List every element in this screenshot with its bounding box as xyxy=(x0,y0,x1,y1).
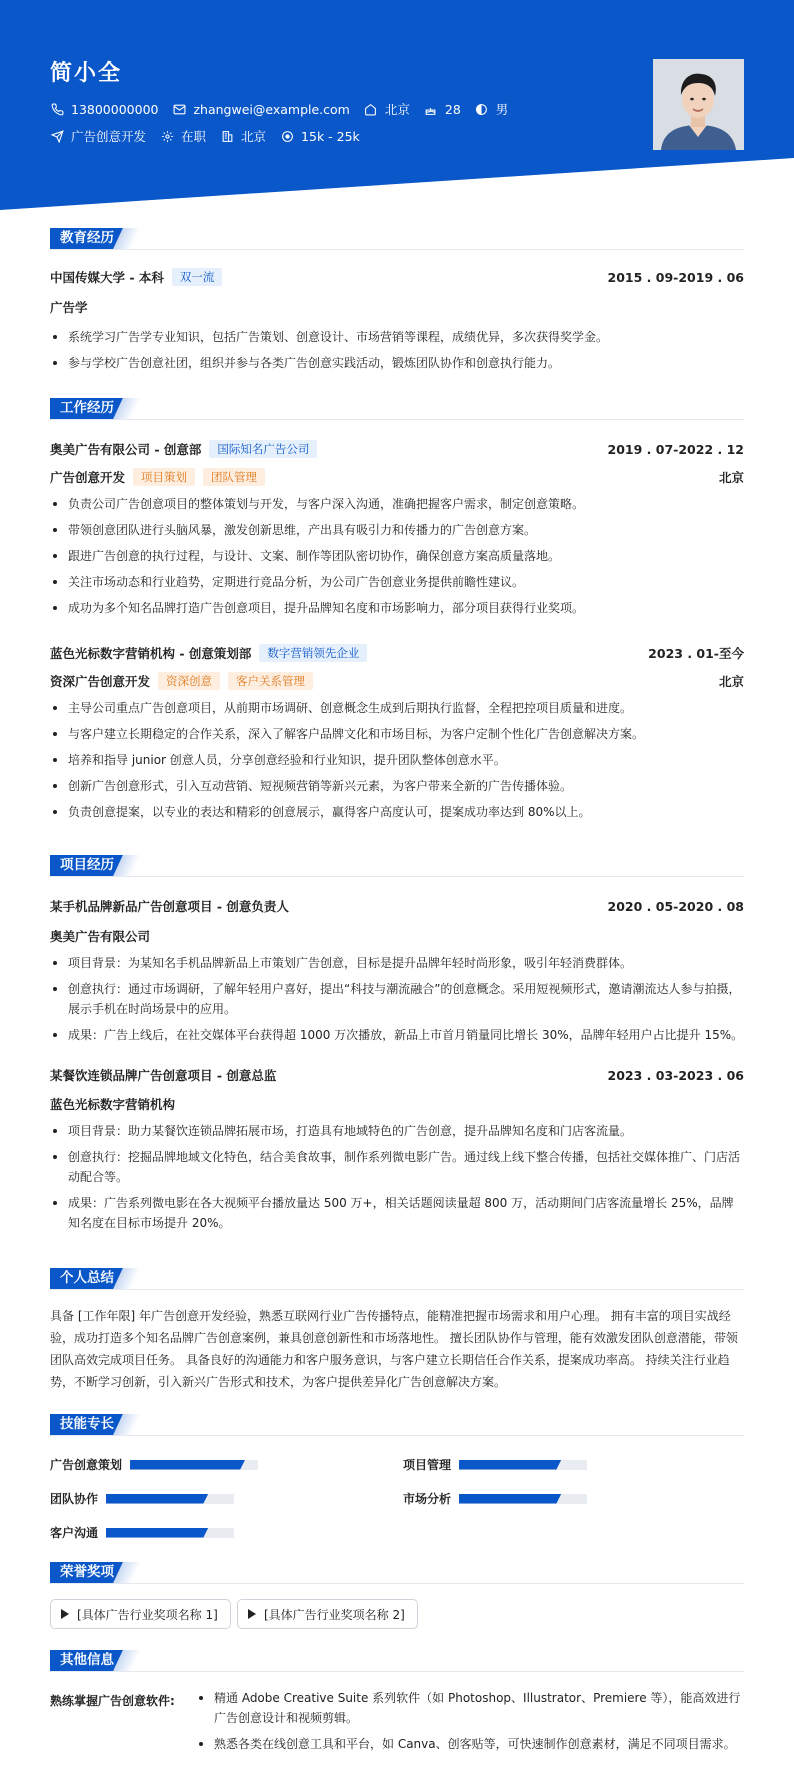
education-date: 2015 . 09-2019 . 06 xyxy=(607,269,744,285)
summary-section xyxy=(50,1268,744,1398)
list-item: 熟悉各类在线创意工具和平台，如 Canva、创客贴等，可快速制作创意素材，满足不同项目需求。 xyxy=(196,1734,744,1754)
project-1-date: 2020 . 05-2020 . 08 xyxy=(607,898,744,914)
other-section xyxy=(50,1650,744,1775)
list-item: 创意执行：挖掘品牌地域文化特色，结合美食故事，制作系列微电影广告。通过线上线下整合传播，包括社交媒体推广、门店活动配合等。 xyxy=(50,1147,744,1187)
projects-title xyxy=(50,855,744,877)
skill-name: 团队协作 xyxy=(50,1492,99,1506)
project-1-org-row xyxy=(50,927,744,945)
list-item: 项目背景：助力某餐饮连锁品牌拓展市场，打造具有地域特色的广告创意，提升品牌知名度和门店客流量。 xyxy=(50,1121,744,1141)
target-city-text: 北京 xyxy=(241,129,267,144)
project-1-org: 奥美广告有限公司 xyxy=(50,929,151,944)
skill-bar-fill xyxy=(459,1460,561,1470)
school-name: 中国传媒大学 - 本科 xyxy=(50,270,164,285)
list-item: 跟进广告创意的执行过程，与设计、文案、制作等团队密切协作，确保创意方案高质量落地。 xyxy=(50,546,744,566)
building-icon xyxy=(220,129,234,143)
age-item xyxy=(424,102,461,117)
play-icon xyxy=(61,1609,69,1619)
list-item: 与客户建立长期稳定的合作关系，深入了解客户品牌文化和市场目标，为客户定制个性化广告创意解决方案。 xyxy=(50,724,744,744)
work-2-tag-2: 客户关系管理 xyxy=(228,672,313,690)
skill-bar-fill xyxy=(130,1460,245,1470)
skills-title-text: 技能专长 xyxy=(50,1414,124,1435)
education-section xyxy=(50,228,744,378)
skill-item xyxy=(403,1490,587,1507)
project-2-org-row xyxy=(50,1095,744,1113)
work-2-role: 资深广告创意开发 xyxy=(50,674,151,689)
other-label: 熟练掌握广告创意软件: xyxy=(50,1694,175,1708)
education-title xyxy=(50,228,744,250)
gender-item xyxy=(475,100,509,118)
profile-photo xyxy=(653,59,744,150)
list-item: 项目背景：为某知名手机品牌新品上市策划广告创意，目标是提升品牌年轻时尚形象，吸引年轻消费群体。 xyxy=(50,953,744,973)
city-item xyxy=(364,100,410,118)
work-title xyxy=(50,398,744,420)
work-2-company: 蓝色光标数字营销机构 - 创意策划部 xyxy=(50,646,252,661)
work-1-company: 奥美广告有限公司 - 创意部 xyxy=(50,442,202,457)
skill-name: 市场分析 xyxy=(403,1492,452,1506)
education-title-text: 教育经历 xyxy=(50,228,124,249)
summary-title xyxy=(50,1268,744,1290)
awards-section xyxy=(50,1562,744,1642)
list-item: 关注市场动态和行业趋势，定期进行竞品分析，为公司广告创意业务提供前瞻性建议。 xyxy=(50,572,744,592)
work-1-tag-2: 团队管理 xyxy=(203,468,265,486)
phone-icon xyxy=(50,102,64,116)
other-title xyxy=(50,1650,744,1672)
send-icon xyxy=(50,129,64,143)
list-item: 系统学习广告学专业知识，包括广告策划、创意设计、市场营销等课程，成绩优异，多次获得奖学金。 xyxy=(50,327,744,347)
school-badge: 双一流 xyxy=(172,268,223,286)
skill-name: 项目管理 xyxy=(403,1458,452,1472)
skill-bar xyxy=(106,1494,234,1504)
play-icon xyxy=(248,1609,256,1619)
work-section xyxy=(50,398,744,818)
salary-item xyxy=(280,129,360,144)
email-text: zhangwei@example.com xyxy=(193,101,350,117)
skill-item xyxy=(50,1456,258,1473)
skill-bar-fill xyxy=(106,1494,208,1504)
list-item: 培养和指导 junior 创意人员，分享创意经验和行业知识，提升团队整体创意水平。 xyxy=(50,750,744,770)
award-item xyxy=(50,1599,231,1629)
list-item: 精通 Adobe Creative Suite 系列软件（如 Photoshop、Illustrator、Premiere 等），能高效进行广告创意设计和视频剪辑。 xyxy=(196,1688,744,1728)
skill-name: 客户沟通 xyxy=(50,1526,99,1540)
work-1-head xyxy=(50,440,744,458)
skill-bar xyxy=(459,1460,587,1470)
awards-list xyxy=(50,1599,744,1631)
cake-icon xyxy=(424,102,438,116)
project-2-head xyxy=(50,1066,744,1084)
awards-title-text: 荣誉奖项 xyxy=(50,1562,124,1583)
work-1-role-row xyxy=(50,468,744,486)
phone-text: 13800000000 xyxy=(71,101,159,117)
work-1-tag-1: 项目策划 xyxy=(133,468,195,486)
project-2-org: 蓝色光标数字营销机构 xyxy=(50,1097,176,1112)
education-bullets xyxy=(50,327,744,379)
work-2-bullets xyxy=(50,698,744,828)
education-major-row xyxy=(50,298,744,316)
work-2-tag-1: 资深创意 xyxy=(158,672,220,690)
work-2-role-row xyxy=(50,672,744,690)
target-icon xyxy=(280,129,294,143)
avatar-illustration xyxy=(653,59,744,150)
skill-item xyxy=(50,1490,234,1507)
contact-row xyxy=(50,100,522,118)
summary-title-text: 个人总结 xyxy=(50,1268,124,1289)
summary-text: 具备 [工作年限] 年广告创意开发经验，熟悉互联网行业广告传播特点，能精准把握市场需求和用户心理。 拥有丰富的项目实战经验，成功打造多个知名品牌广告创意案例，兼具创意创新性和市场落地性。 擅长团队协作与管理，能有效激发团队创意潜能，带领团队高效完成项目任务。 具备良好的沟通能力和客户服务意识，与客户建立长期信任合作关系，提案成功率高。 持续关注行业趋势，不断学习创新，引入新兴广告形式和技术，为客户提供差异化广告创意解决方案。 xyxy=(50,1309,738,1389)
project-1-head xyxy=(50,897,744,915)
job-intent-row xyxy=(50,127,374,145)
skill-name: 广告创意策划 xyxy=(50,1458,123,1472)
list-item: 主导公司重点广告创意项目，从前期市场调研、创意概念生成到后期执行监督，全程把控项目质量和进度。 xyxy=(50,698,744,718)
list-item: 参与学校广告创意社团，组织并参与各类广告创意实践活动，锻炼团队协作和创意执行能力。 xyxy=(50,353,744,373)
project-1-bullets xyxy=(50,953,744,1051)
projects-title-text: 项目经历 xyxy=(50,855,124,876)
award-name: [具体广告行业奖项名称 2] xyxy=(264,1607,405,1622)
status-item xyxy=(160,127,206,145)
projects-section xyxy=(50,855,744,1255)
work-1-role: 广告创意开发 xyxy=(50,470,126,485)
work-1-date: 2019 . 07-2022 . 12 xyxy=(607,441,744,457)
email-item xyxy=(172,102,349,117)
skill-item xyxy=(50,1524,234,1541)
award-name: [具体广告行业奖项名称 1] xyxy=(77,1607,218,1622)
list-item: 负责创意提案，以专业的表达和精彩的创意展示，赢得客户高度认可，提案成功率达到 80%以上。 xyxy=(50,802,744,822)
list-item: 成果：广告系列微电影在各大视频平台播放量达 500 万+，相关话题阅读量超 800 万，活动期间门店客流量增长 25%，品牌知名度在目标市场提升 20%。 xyxy=(50,1193,744,1233)
major-name: 广告学 xyxy=(50,300,88,315)
candidate-name: 简小全 xyxy=(50,61,123,86)
education-head xyxy=(50,268,744,286)
awards-title xyxy=(50,1562,744,1584)
work-2-date: 2023 . 01-至今 xyxy=(648,646,744,661)
mail-icon xyxy=(172,102,186,116)
skill-bar xyxy=(130,1460,258,1470)
skill-bar xyxy=(106,1528,234,1538)
target-city-item xyxy=(220,127,266,145)
skill-bar xyxy=(459,1494,587,1504)
work-1-bullets xyxy=(50,494,744,624)
project-2-date: 2023 . 03-2023 . 06 xyxy=(607,1067,744,1083)
project-2-name: 某餐饮连锁品牌广告创意项目 - 创意总监 xyxy=(50,1068,277,1083)
project-1-name: 某手机品牌新品广告创意项目 - 创意负责人 xyxy=(50,899,289,914)
salary-text: 15k - 25k xyxy=(301,128,360,144)
skill-bar-fill xyxy=(106,1528,208,1538)
gear-icon xyxy=(160,129,174,143)
skill-bar-fill xyxy=(459,1494,561,1504)
work-2-location: 北京 xyxy=(718,674,744,689)
list-item: 创意执行：通过市场调研，了解年轻用户喜好，提出“科技与潮流融合”的创意概念。采用短视频形式，邀请潮流达人参与拍摄，展示手机在时尚场景中的应用。 xyxy=(50,979,744,1019)
position-text: 广告创意开发 xyxy=(71,129,147,144)
project-2-bullets xyxy=(50,1121,744,1239)
work-1-location: 北京 xyxy=(718,470,744,485)
work-1-badge: 国际知名广告公司 xyxy=(209,440,317,458)
award-item xyxy=(237,1599,418,1629)
skills-title xyxy=(50,1414,744,1436)
list-item: 创新广告创意形式，引入互动营销、短视频营销等新兴元素，为客户带来全新的广告传播体验。 xyxy=(50,776,744,796)
phone-item xyxy=(50,102,158,117)
list-item: 成果：广告上线后，在社交媒体平台获得超 1000 万次播放，新品上市首月销量同比增长 30%，品牌年轻用户占比提升 15%。 xyxy=(50,1025,744,1045)
other-bullets xyxy=(196,1688,744,1760)
home-icon xyxy=(364,102,378,116)
skill-item xyxy=(403,1456,587,1473)
position-item xyxy=(50,127,146,145)
list-item: 成功为多个知名品牌打造广告创意项目，提升品牌知名度和市场影响力，部分项目获得行业奖项。 xyxy=(50,598,744,618)
age-text: 28 xyxy=(444,101,461,117)
work-title-text: 工作经历 xyxy=(50,398,124,419)
city-text: 北京 xyxy=(384,102,410,117)
gender-icon xyxy=(475,102,489,116)
status-text: 在职 xyxy=(181,129,207,144)
work-2-badge: 数字营销领先企业 xyxy=(259,644,367,662)
other-title-text: 其他信息 xyxy=(50,1650,124,1671)
skills-section xyxy=(50,1414,744,1544)
list-item: 负责公司广告创意项目的整体策划与开发，与客户深入沟通，准确把握客户需求，制定创意策略。 xyxy=(50,494,744,514)
list-item: 带领创意团队进行头脑风暴，激发创新思维，产出具有吸引力和传播力的广告创意方案。 xyxy=(50,520,744,540)
work-2-head xyxy=(50,644,744,662)
gender-text: 男 xyxy=(495,102,509,117)
